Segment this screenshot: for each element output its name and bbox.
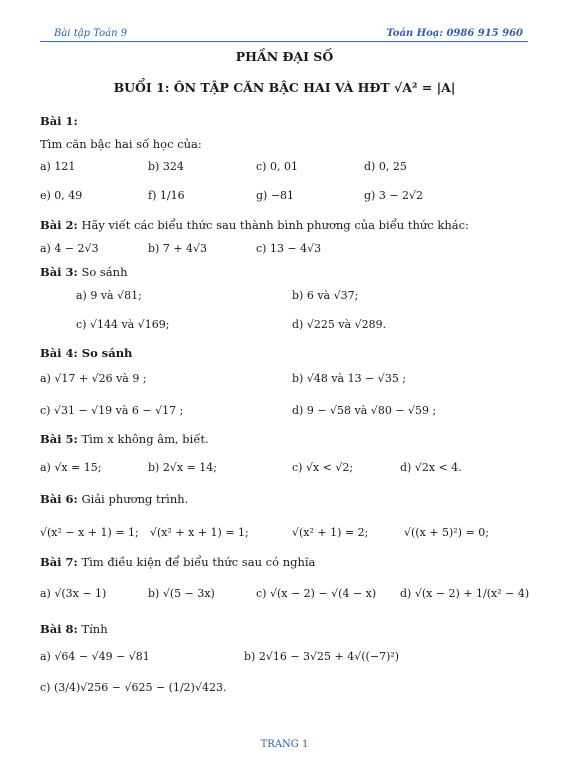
bai6-item-4: √((x + 5)²) = 0;: [404, 526, 489, 539]
bai7-line: [40, 555, 315, 569]
bai1-prompt: Tìm căn bậc hai số học của:: [40, 137, 202, 151]
page-header: [40, 27, 528, 42]
bai1-item-g: g) −81: [256, 189, 295, 202]
bai3-label: Bài 3:: [40, 265, 78, 279]
bai3-item-d: d) √225 và √289.: [292, 318, 387, 331]
bai1-item-g2: g) 3 − 2√2: [364, 189, 424, 202]
bai1-item-a: a) 121: [40, 160, 76, 173]
bai5-item-c: c) √x < √2;: [292, 461, 354, 474]
bai5-item-d: d) √2x < 4.: [400, 461, 462, 474]
bai3-item-b: b) 6 và √37;: [292, 289, 359, 302]
section-title: PHẦN ĐẠI SỐ: [235, 49, 334, 64]
bai2-line: [40, 218, 469, 232]
bai2-label: Bài 2:: [40, 218, 78, 232]
header-right: Toán Hoạ: 0986 915 960: [386, 28, 523, 39]
bai8-item-a: a) √64 − √49 − √81: [40, 650, 150, 663]
bai6-line: [40, 492, 188, 506]
bai8-prompt: Tính: [77, 622, 108, 636]
bai8-item-b: b) 2√16 − 3√25 + 4√((−7)²): [244, 650, 400, 663]
bai6-item-2: √(x² + x + 1) = 1;: [150, 526, 249, 539]
bai8-line: [40, 622, 108, 636]
bai8-item-c: c) (3/4)√256 − √625 − (1/2)√423.: [40, 681, 227, 694]
bai1-item-b: b) 324: [148, 160, 184, 173]
bai7-label: Bài 7:: [40, 555, 78, 569]
bai6-prompt: Giải phương trình.: [77, 492, 189, 506]
bai4-item-a: a) √17 + √26 và 9 ;: [40, 372, 147, 385]
bai2-item-b: b) 7 + 4√3: [148, 242, 208, 255]
bai4-item-c: c) √31 − √19 và 6 − √17 ;: [40, 404, 184, 417]
lesson-title: BUỔI 1: ÔN TẬP CĂN BẬC HAI VÀ HĐT √A² = |A|: [113, 80, 456, 95]
bai1-item-d: d) 0, 25: [364, 160, 407, 173]
bai2-prompt: Hãy viết các biểu thức sau thành bình phương của biểu thức khác:: [77, 218, 469, 232]
bai3-item-c: c) √144 và √169;: [76, 318, 170, 331]
bai7-item-a: a) √(3x − 1): [40, 587, 107, 600]
bai2-item-c: c) 13 − 4√3: [256, 242, 322, 255]
bai7-item-b: b) √(5 − 3x): [148, 587, 215, 600]
bai5-item-b: b) 2√x = 14;: [148, 461, 217, 474]
bai1-item-c: c) 0, 01: [256, 160, 298, 173]
bai3-prompt: So sánh: [77, 265, 128, 279]
bai7-item-d: d) √(x − 2) + 1/(x² − 4): [400, 587, 530, 600]
bai5-line: [40, 432, 209, 446]
bai4-label: Bài 4: So sánh: [40, 346, 133, 360]
bai5-item-a: a) √x = 15;: [40, 461, 102, 474]
bai8-label: Bài 8:: [40, 622, 78, 636]
bai7-prompt: Tìm điều kiện để biểu thức sau có nghĩa: [77, 555, 316, 569]
bai1-item-e: e) 0, 49: [40, 189, 83, 202]
bai5-label: Bài 5:: [40, 432, 78, 446]
bai1-label: Bài 1:: [40, 114, 78, 128]
bai3-item-a: a) 9 và √81;: [76, 289, 142, 302]
bai1-item-f: f) 1/16: [148, 189, 185, 202]
header-left: Bài tập Toán 9: [54, 28, 128, 39]
bai6-item-1: √(x² − x + 1) = 1;: [40, 526, 139, 539]
page-footer: TRANG 1: [260, 739, 309, 750]
bai7-item-c: c) √(x − 2) − √(4 − x): [256, 587, 377, 600]
bai5-prompt: Tìm x không âm, biết.: [77, 432, 209, 446]
bai4-item-d: d) 9 − √58 và √80 − √59 ;: [292, 404, 437, 417]
bai2-item-a: a) 4 − 2√3: [40, 242, 99, 255]
bai6-label: Bài 6:: [40, 492, 78, 506]
bai6-item-3: √(x² + 1) = 2;: [292, 526, 369, 539]
bai4-item-b: b) √48 và 13 − √35 ;: [292, 372, 407, 385]
bai3-line: [40, 265, 127, 279]
